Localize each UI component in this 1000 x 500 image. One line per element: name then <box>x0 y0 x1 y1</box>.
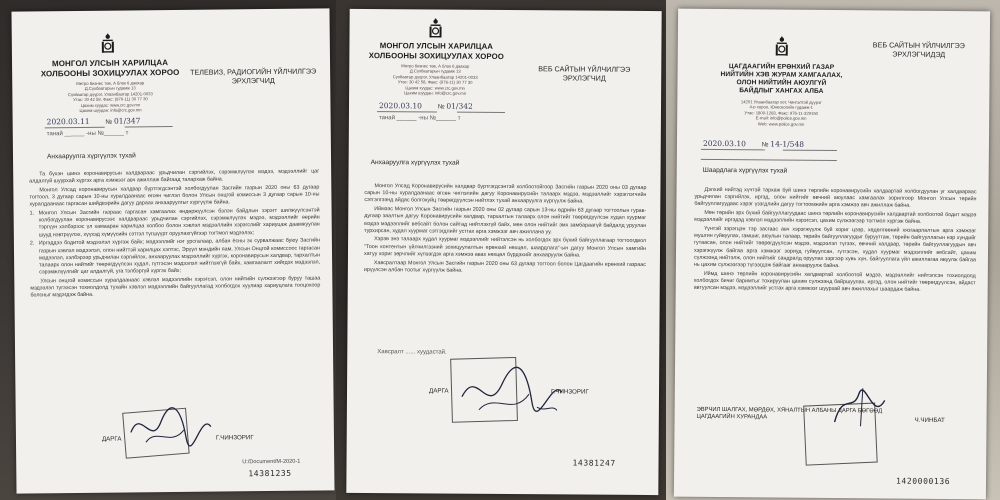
letter-body: Монгол Улсад Коронавирусийн халдвар бүртгэгдсэнтэй холбоотойгоор Засгийн газрын 2020 оны 03 дугаар сарын 10-ны хуралдаанаас өгсөн чиглэлийн дагуу Коронавирусийн талаарх мэдээ, мэдээллийг хэрэглэгчийн сэтгэлгээнд айдас болгохуйц төөрөгдүүлсэн нийтлэх тухай анхааруулга хүргүүлж байна. Иймээс Монгол Улсын Засгийн газрын 2020 оны 02 дугаар сарын 13-ны өдрийн 63 дугаар тогтоолын гурав-дугаар заалтын дагуу Коронавирусийн халдвар, тархалтын талаарх олон нийтийг төөрөгдүүлсэн худал хуурмаг мэдээ мэдээллийг вебсайт болон сайтад нийтлэхгүй байх, мөн олон нийтийг эмх замбараагүй байдалд уруулан турхирсан, худал хуурмаг сэтгэгдлийг устгах арга хэмжээг авч ажиллана уу. Хэрэв энэ талаарх худал хуурмаг мэдээллийг нийтэлсэн нь холбогдох эрх бүхий байгууллагаар тогтоогдвол "Тоон контентын үйлчилгээний зохицуулалтын ерөнхий нөхцөл, шаардлага"-ын дагуу Монгол Улсын хамгийн хатуу хориг зөрчлийг хүлээгдэх арга хэмжээ авах нөхцөл бүрдэхийг анхааруулж байна. Хавсралтаар Монгол Улсын Засгийн газрын 2020 оны 63 дугаар тогтоол болон Цагдаагийн ерөнхий газраас ирүүлсэн албан тоотыг хүргүүлж байна. <box>363 183 647 274</box>
signatory-title: ЭВРЧИЛ ШАЛГАХ, МӨРДӨХ, ХЯНАЛТЫН АЛБАНЫ ДАРГА БӨГӨӨД ЦАГДААГИЙН ХУРАНДАА <box>696 406 883 421</box>
letter-page-1 <box>11 8 334 493</box>
organization-name: МОНГОЛ УЛСЫН ХАРИЛЦАА ХОЛБООНЫ ЗОХИЦУУЛАХ ХОРОО <box>368 41 505 61</box>
document-date: 2020.03.10 <box>702 138 746 149</box>
document-photo-2 <box>336 0 666 500</box>
organization-name: ЦАГДААГИЙН ЕРӨНХИЙ ГАЗАР НИЙТИЙН ХЭВ ЖУРАМ ХАМГААЛАХ, ОЛОН НИЙТИЙН АЮУЛГҮЙ БАЙДЛЫГ ХАНГАХ АЛБА <box>720 63 843 95</box>
letter-page-2 <box>346 9 661 495</box>
organization-address: Метро бизнес төв, А блок 6 давхар Д.Сүхбаатарын гудамж 13 Сүхбаатар дүүрэг, Улаанбаатар 14201-0033 Утас: 30 42 58, Факс: (976-11) 30 77 30 Цахим хуудас: www.crc.gov.mn Цахим шуудан: info@crc.gov.mn <box>392 63 478 96</box>
registration-number: 14381247 <box>572 458 616 468</box>
date-number-line: 2020.03.11 № 01/347 <box>46 116 141 127</box>
letter-body: Дэлхий нийтэд хүчтэй тархаж буй шинэ төрлийн коронавирусийн халдвартай холбогдуулан уг халдвараас урьдчилан сэргийлэх, иргэд, олон нийтийг өвчний аюулаас хамгаалах зорилгоор Монгол Улсын төрийн байгууллагуудаас хэрэг үзэгдлийн дагуу тогтоомжийн арга хэмжээ авч ажиллаж байна. Мөн төрийн эрх бүхий байгууллагуудаас шинэ төрлийн коронавирусийн халдвартай холбоотой бодит мэдээ мэдээллийг иргэдэд хэвлэл мэдээллийн хэрэгсэл, цахим сүлжээгээр тогтмол хүргэж байна. Үүнтэй зэрэгцэн тэр засгаас авч хэрэгжүүлж буй хориг цээр, хөдөлгөөний хязгаарлалтын арга хэмжээг мушгин гуйвуулах, гамшиг, аюулын талаар, төрийн байгууллагуудыг буруутгаж, төрийн байгууллагын нэр хүндийг гутаасан, олон нийтийг төөрөгдүүлсэн мэдээ, мэдээлэл түгээх, өвчний халдвар, төрийн байгууллагуудын авч хэрэгжүүлж байгаа арга хэмжээг зориуд гуйвуулсан, гүтгэсэн, худал хуурмаг мэдээллийг вебсайт, цахим сүлжээнд нийтэлж, олон нийтийг сандралд оруулах зэргээр хувь хүн, байгууллага үйл ажиллагаа явуулж байгаа нь цахим сүлжээгээр түгээгдэж байгааг анхааруулж байна. Иймд шинэ төрлийн коронавирусийн халдвартай холбоотой мэдээ, мэдээллийг нийтэлсэн тохиолдолд холбогдох бичиг баримтыг тохируулан цахим сүлжээнд байршуулах, иргэд, олон нийтийг төөрөгдүүлсэн, айдаст автуулсан мэдээ, мэдээллийг устгах арга хэмжээг шуурхай авч ажиллахыг шаардаж байна. <box>693 186 977 293</box>
organization-name: МОНГОЛ УЛСЫН ХАРИЛЦАА ХОЛБООНЫ ЗОХИЦУУЛАХ ХОРОО <box>40 58 180 79</box>
letter-body: Та бүхэн шинэ коронавирусын халдвараас урьдчилан сэргийлэх, сэрэмжлүүлэх мэдээ, мэдээллийг цаг алдалгүй шуурхай хүргэх арга хэмжээг авч ажиллаж байгаад талархаж байна. Монгол Улсад коронавирусын халдвар бүртгэгдсэнтэй холбогдуулан Засгийн газрын 2020 оны 63 дугаар тогтоол, 3 дугаар сарын 10-ны хуралдаанаас өгсөн чиглэл болон Улсын онцгой комиссын 3 дугаар сарын 10-ны хуралдаанаас гаргасан шийдвэрийн дагуу дараах анхааруулгыг хүргүүлж байна. 1. Монгол Улсын Засгийн газраас гаргасан хамгаалах өндөржүүлсэн бэлэн байдлын зэрэгт шилжүүлсэнтэй холбогдуулан коронавирусээс халдвараас урьдчилан сэргийлэх, сэрэмжлүүлэх мэдээ, мэдээллийг өөрийн тэргүүн хэлбэрээс үл хамааран харилцаа холбоо болон хэвлэл мэдээллийн хэрэгслийг хариуцаж даамжуулан шууд нэвтрүүлэх, хүүхэд хүмүүсийн сэтгэл түгшүүрт оруулахгүйгээр тогтмол мэдээлэх; 2. Иргэддээ бодитой мэдээлэл хүргэж байх; мэдээллийг нэг урсгалаар, албан ёсны эх сурвалжаас буюу Засгийн газрын хэвлэл мэдээлэл, олон нийттэй харилцах хэлтэс, Эрүүл мэндийн яам, Улсын Онцгой комиссоос гаргасан мэдээлэл, хэлбэрээр урьдчилан сэргийлэх, анхааруулах мэдээллийг хүргэх, коронавирусын халдвар, тархалтын талаарх олон нийтийг төөрөгдүүлсэн худал, гүтгэсэн мэдээлэл нийтлэхгүй байх, хамгаалалт хийгдэх мэдээлэл, сэрэмжлүүлгийг цаг алдалгүй, уга тэлбэргүй хүргэх байх; Улсын онцгой комиссын хуралдаанаас хэвлэл мэдээллийн хэрэгсэл, олон нийтийн сүлжээгээр буруу ташаа мэдээлэл түгээсэн тохиолдолд тухайн хэвлэл мэдээллийн байгууллагад холбогдох хуулиар хариуцлага тооцохоор болсныг мэдэгдэж байна. <box>29 168 321 299</box>
letter-subject: Анхааруулга хүргүүлэх тухай <box>46 152 136 161</box>
reference-line: танай ______ -ны №______ т <box>378 115 461 122</box>
soyombo-emblem-icon <box>427 17 443 39</box>
document-photo-3 <box>666 0 1000 500</box>
document-photo-1 <box>0 0 336 500</box>
recipient: ТЕЛЕВИЗ, РАДИОГИЙН ҮЙЛЧИЛГЭЭ ЭРХЛЭГЧИД <box>190 66 317 86</box>
signatory-name: Г.ЧИНЗОРИГ <box>215 434 254 442</box>
letter-subject: Анхааруулга хүргүүлэх тухай <box>370 159 460 167</box>
document-date: 2020.03.11 <box>46 116 90 127</box>
reference-line: танай ______ -ны №______ т <box>46 130 129 138</box>
registration-number: 1420000136 <box>895 476 951 487</box>
registration-number: 14381235 <box>248 468 292 479</box>
document-number: 01/342 <box>446 101 473 111</box>
document-number: 01/347 <box>113 116 141 126</box>
signatory-name: Ч.ЧИНБАТ <box>914 416 945 424</box>
signatory-title: ДАРГА <box>429 387 449 395</box>
soyombo-emblem-icon <box>774 35 790 57</box>
file-path-footnote: U:/Document/M-2020-1 <box>242 458 301 466</box>
date-number-line: 2020.03.10 № 14-1/548 <box>702 138 805 149</box>
document-date: 2020.03.10 <box>378 101 423 111</box>
attachment-note: Хавсралт ...... хуудастай. <box>377 349 447 356</box>
date-number-line: 2020.03.10 № 01/342 <box>378 101 473 111</box>
signatory-name: Г.ЧИНЗОРИГ <box>551 388 589 396</box>
organization-address: Метро бизнес төв, А блок 6 давхар Д.Сүхбаатарын гудамж 13 Сүхбаатар дүүрэг, Улаанбаатар 14201-0033 Утас: 30 42 58, Факс: (976-11) 30 77 30 Цахим хуудас: www.crc.gov.mn Цахим шуудан: info@crc.gov.mn <box>67 80 153 114</box>
letter-page-3 <box>674 9 990 500</box>
organization-address: 14201 Улаанбаатар хот, Чингэлтэй дүүрэг 4-р хороо, Юнескогийн гудамж-1 Утас: 1800-1283, Факс: 976-11-329150 E-mail: info@police.gov.mn Web: www.police.gov.mn <box>740 99 822 127</box>
letter-subject: Шаардлага хүргүүлэх тухай <box>702 166 788 175</box>
signatory-title: ДАРГА <box>101 435 122 443</box>
handwritten-signature <box>126 402 217 453</box>
recipient: ВЕБ САЙТЫН ҮЙЛЧИЛГЭЭ ЭРХЛЭГЧИДЭД <box>872 40 965 59</box>
soyombo-emblem-icon <box>100 33 116 55</box>
document-number: 14-1/548 <box>770 139 805 149</box>
recipient: ВЕБ САЙТЫН ҮЙЛЧИЛГЭЭ ЭРХЛЭГЧИД <box>538 64 631 83</box>
